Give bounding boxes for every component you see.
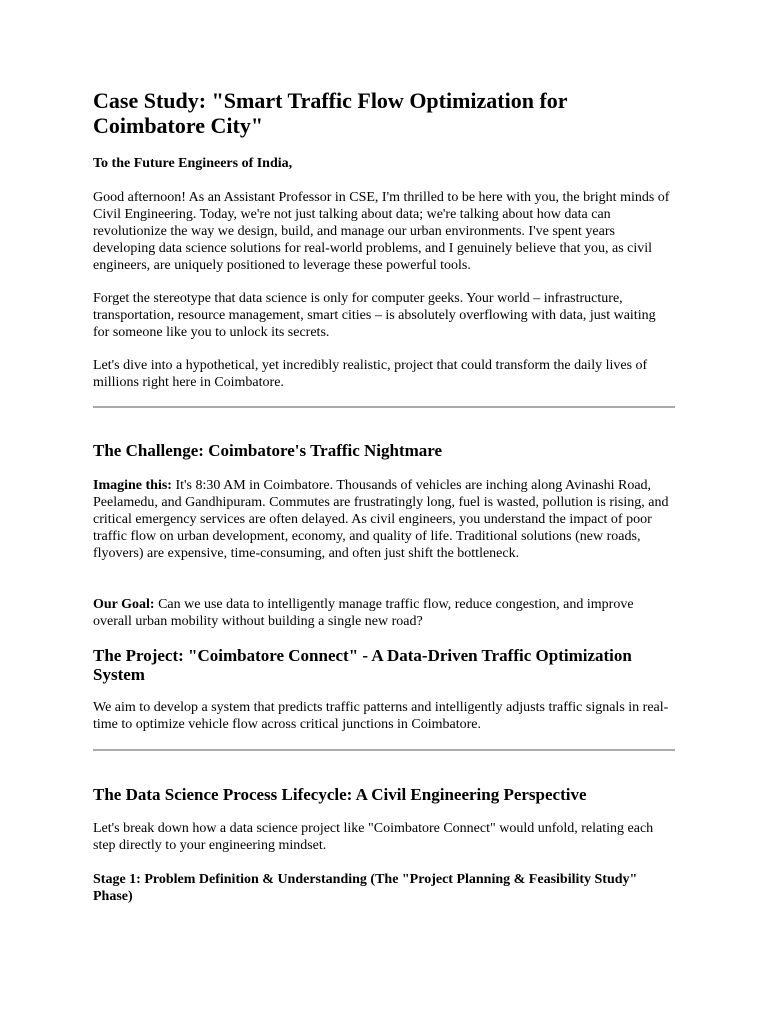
goal-label: Our Goal: (93, 597, 155, 612)
challenge-heading: The Challenge: Coimbatore's Traffic Nightmare (93, 441, 443, 460)
project-paragraph: We aim to develop a system that predicts traffic patterns and intelligently adjusts traffic signals in real-time to optimize vehicle flow across critical junctions in Coimbatore. (93, 700, 669, 732)
section-divider (93, 749, 675, 751)
salutation: To the Future Engineers of India, (93, 156, 293, 171)
document-title: Case Study: "Smart Traffic Flow Optimization for Coimbatore City" (93, 88, 568, 138)
intro-paragraph-3: Let's dive into a hypothetical, yet incredibly realistic, project that could transform the daily lives of millions right here in Coimbatore. (93, 358, 648, 390)
stage-1-heading: Stage 1: Problem Definition & Understanding (The "Project Planning & Feasibility Study" Phase) (93, 872, 638, 904)
goal-paragraph (93, 596, 675, 630)
project-heading: The Project: "Coimbatore Connect" - A Data-Driven Traffic Optimization System (93, 646, 632, 684)
section-divider (93, 406, 675, 408)
lifecycle-heading: The Data Science Process Lifecycle: A Civil Engineering Perspective (93, 785, 587, 804)
intro-paragraph-1: Good afternoon! As an Assistant Professor in CSE, I'm thrilled to be here with you, the bright minds of Civil Engineering. Today, we're not just talking about data; we're talking about how data can revolutionize the way we design, build, and manage our urban environments. I've spent years developing data science solutions for real-world problems, and I genuinely believe that you, as civil engineers, are uniquely positioned to leverage these powerful tools. (93, 190, 670, 273)
challenge-paragraph (93, 477, 675, 562)
imagine-label: Imagine this: (93, 478, 172, 493)
intro-paragraph-2: Forget the stereotype that data science is only for computer geeks. Your world – infrastructure, transportation, resource management, smart cities – is absolutely overflowing with data, just waiting for someone like you to unlock its secrets. (93, 291, 656, 340)
lifecycle-paragraph: Let's break down how a data science project like "Coimbatore Connect" would unfold, relating each step directly to your engineering mindset. (93, 821, 654, 853)
imagine-text: It's 8:30 AM in Coimbatore. Thousands of vehicles are inching along Avinashi Road, Peelamedu, and Gandhipuram. Commutes are frustratingly long, fuel is wasted, pollution is rising, and critical emergency services are often delayed. As civil engineers, you understand the impact of poor traffic flow on urban development, economy, and quality of life. Traditional solutions (new roads, flyovers) are expensive, time-consuming, and often just shift the bottleneck. (93, 478, 669, 561)
goal-text: Can we use data to intelligently manage traffic flow, reduce congestion, and improve overall urban mobility without building a single new road? (93, 597, 634, 629)
